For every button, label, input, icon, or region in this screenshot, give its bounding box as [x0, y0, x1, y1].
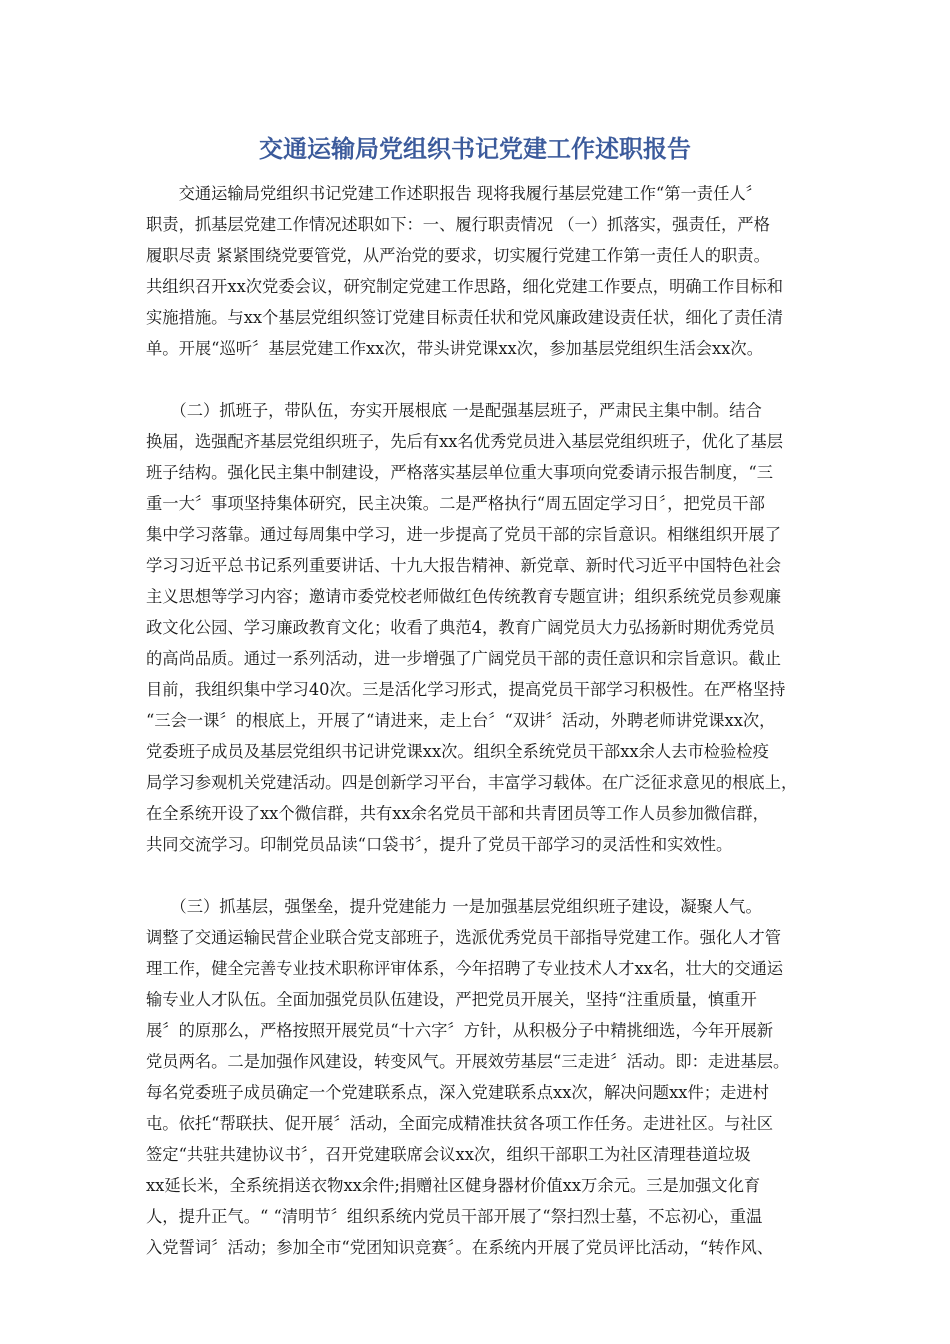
document-title: 交通运输局党组织书记党建工作述职报告 — [259, 135, 691, 163]
text-line: 换届，选强配齐基层党组织班子，先后有xx名优秀党员进入基层党组织班子，优化了基层 — [146, 432, 784, 451]
text-line: 屯。依托“帮联扶、促开展〞活动，全面完成精准扶贫各项工作任务。走进社区。与社区 — [146, 1114, 774, 1133]
text-line: 调整了交通运输民营企业联合党支部班子，选派优秀党员干部指导党建工作。强化人才管 — [146, 928, 781, 947]
text-line: 共同交流学习。印制党员品读“口袋书〞，提升了党员干部学习的灵活性和实效性。 — [146, 835, 733, 854]
text-line: 履职尽责 紧紧围绕党要管党，从严治党的要求，切实履行党建工作第一责任人的职责。 — [146, 246, 770, 265]
paragraph-gap — [146, 860, 811, 891]
text-line: 重一大〞事项坚持集体研究，民主决策。二是严格执行“周五固定学习日〞，把党员干部 — [146, 494, 765, 513]
document-body — [146, 178, 811, 1263]
text-line: 每名党委班子成员确定一个党建联系点，深入党建联系点xx次，解决问题xx件；走进村 — [146, 1083, 769, 1102]
text-line: 人，提升正气。“ “清明节〞组织系统内党员干部开展了“祭扫烈士墓，不忘初心，重温 — [146, 1207, 763, 1226]
text-line: 实施措施。与xx个基层党组织签订党建目标责任状和党风廉政建设责任状，细化了责任清 — [146, 308, 784, 327]
text-line: 班子结构。强化民主集中制建设，严格落实基层单位重大事项向党委请示报告制度，“三 — [146, 463, 774, 482]
text-line: 政文化公园、学习廉政教育文化；收看了典范4，教育广阔党员大力弘扬新时期优秀党员 — [146, 618, 776, 637]
paragraph-gap — [146, 364, 811, 395]
text-line: 党员两名。二是加强作风建设，转变风气。开展效劳基层“三走进〞活动。即：走进基层。 — [146, 1052, 790, 1071]
text-line: xx延长米，全系统捐送衣物xx余件;捐赠社区健身器材价值xx万余元。三是加强文化育 — [146, 1176, 761, 1195]
text-line: 学习习近平总书记系列重要讲话、十九大报告精神、新党章、新时代习近平中国特色社会 — [146, 556, 781, 575]
text-line: 主义思想等学习内容；邀请市委党校老师做红色传统教育专题宣讲；组织系统党员参观廉 — [146, 587, 781, 606]
text-line: 局学习参观机关党建活动。四是创新学习平台，丰富学习载体。在广泛征求意见的根底上， — [146, 773, 798, 792]
text-line: 在全系统开设了xx个微信群，共有xx余名党员干部和共青团员等工作人员参加微信群， — [146, 804, 769, 823]
text-line: 签定“共驻共建协议书〞，召开党建联席会议xx次，组织干部职工为社区清理巷道垃圾 — [146, 1145, 751, 1164]
text-line: 集中学习落靠。通过每周集中学习，进一步提高了党员干部的宗旨意识。相继组织开展了 — [146, 525, 781, 544]
text-line: 共组织召开xx次党委会议，研究制定党建工作思路，细化党建工作要点，明确工作目标和 — [146, 277, 784, 296]
text-line: 展〞的原那么，严格按照开展党员“十六字〞方针，从积极分子中精挑细选，今年开展新 — [146, 1021, 774, 1040]
text-line: 交通运输局党组织书记党建工作述职报告 现将我履行基层党建工作“第一责任人〞 — [146, 184, 762, 203]
text-line: 输专业人才队伍。全面加强党员队伍建设，严把党员开展关，坚持“注重质量，慎重开 — [146, 990, 757, 1009]
text-line: 职责，抓基层党建工作情况述职如下：一、履行职责情况 （一）抓落实，强责任，严格 — [146, 215, 770, 234]
text-line: 单。开展“巡听〞基层党建工作xx次，带头讲党课xx次，参加基层党组织生活会xx次。 — [146, 339, 763, 358]
text-line: 党委班子成员及基层党组织书记讲党课xx次。组织全系统党员干部xx余人去市检验检疫 — [146, 742, 769, 761]
text-line: 理工作，健全完善专业技术职称评审体系，今年招聘了专业技术人才xx名，壮大的交通运 — [146, 959, 784, 978]
text-line: “三会一课〞的根底上，开展了“请进来，走上台〞“双讲〞活动，外聘老师讲党课xx次， — [146, 711, 776, 730]
text-line: 的高尚品质。通过一系列活动，进一步增强了广阔党员干部的责任意识和宗旨意识。截止 — [146, 649, 781, 668]
text-line: 入党誓词〞活动；参加全市“党团知识竞赛〞。在系统内开展了党员评比活动，“转作风、 — [146, 1238, 774, 1257]
text-line: （二）抓班子，带队伍，夯实开展根底 一是配强基层班子，严肃民主集中制。结合 — [146, 401, 762, 420]
text-line: （三）抓基层，强堡垒，提升党建能力 一是加强基层党组织班子建设，凝聚人气。 — [146, 897, 762, 916]
text-line: 目前，我组织集中学习40次。三是活化学习形式，提高党员干部学习积极性。在严格坚持 — [146, 680, 786, 699]
